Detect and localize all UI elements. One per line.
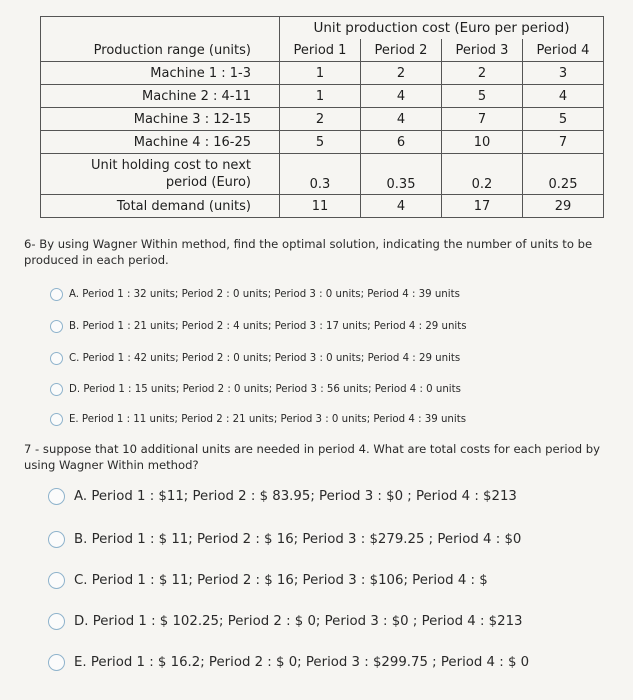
demand-cell: 29 xyxy=(523,195,604,218)
cost-cell: 1 xyxy=(280,85,361,108)
cost-cell: 5 xyxy=(523,108,604,131)
table-row xyxy=(41,108,604,131)
table-row xyxy=(41,154,604,195)
q6-option-b[interactable] xyxy=(50,320,467,333)
radio-button[interactable] xyxy=(48,531,65,548)
demand-cell: 11 xyxy=(280,195,361,218)
holding-cell: 0.25 xyxy=(523,154,604,195)
holding-label-line1: Unit holding cost to next xyxy=(91,158,251,173)
table-title: Unit production cost (Euro per period) xyxy=(280,17,604,40)
demand-label: Total demand (units) xyxy=(41,195,280,218)
radio-button[interactable] xyxy=(48,654,65,671)
radio-button[interactable] xyxy=(50,383,63,396)
q6-option-d[interactable] xyxy=(50,383,461,396)
radio-button[interactable] xyxy=(50,320,63,333)
range-header: Production range (units) xyxy=(41,39,280,62)
cost-cell: 7 xyxy=(442,108,523,131)
holding-cell: 0.2 xyxy=(442,154,523,195)
q6-option-a[interactable] xyxy=(50,288,460,301)
cost-cell: 5 xyxy=(280,131,361,154)
period-header: Period 2 xyxy=(361,39,442,62)
q7-option-d[interactable] xyxy=(48,613,522,630)
machine-label: Machine 3 : 12-15 xyxy=(41,108,280,131)
cost-cell: 2 xyxy=(442,62,523,85)
question-7-text: 7 - suppose that 10 additional units are needed in period 4. What are total costs for each period by using Wagner Within method? xyxy=(24,442,600,472)
cost-cell: 4 xyxy=(361,108,442,131)
cost-cell: 6 xyxy=(361,131,442,154)
cost-cell: 5 xyxy=(442,85,523,108)
table-row xyxy=(41,85,604,108)
option-label: E. Period 1 : $ 16.2; Period 2 : $ 0; Period 3 : $299.75 ; Period 4 : $ 0 xyxy=(74,655,530,670)
holding-cost-label xyxy=(41,154,280,195)
q7-option-a[interactable] xyxy=(48,488,517,505)
option-label: C. Period 1 : 42 units; Period 2 : 0 units; Period 3 : 0 units; Period 4 : 29 units xyxy=(69,353,461,364)
cost-cell: 1 xyxy=(280,62,361,85)
demand-cell: 17 xyxy=(442,195,523,218)
table-corner-cell xyxy=(41,17,280,40)
option-label: B. Period 1 : 21 units; Period 2 : 4 units; Period 3 : 17 units; Period 4 : 29 units xyxy=(69,321,467,332)
table-row xyxy=(41,131,604,154)
table-row xyxy=(41,195,604,218)
holding-cell: 0.35 xyxy=(361,154,442,195)
q7-option-e[interactable] xyxy=(48,654,529,671)
cost-cell: 2 xyxy=(280,108,361,131)
demand-cell: 4 xyxy=(361,195,442,218)
q6-option-e[interactable] xyxy=(50,413,466,426)
radio-button[interactable] xyxy=(50,413,63,426)
q7-option-c[interactable] xyxy=(48,572,488,589)
cost-cell: 7 xyxy=(523,131,604,154)
cost-cell: 2 xyxy=(361,62,442,85)
cost-table xyxy=(40,16,604,218)
cost-cell: 3 xyxy=(523,62,604,85)
q6-option-c[interactable] xyxy=(50,352,460,365)
option-label: A. Period 1 : 32 units; Period 2 : 0 units; Period 3 : 0 units; Period 4 : 39 units xyxy=(69,289,460,300)
period-header: Period 4 xyxy=(523,39,604,62)
machine-label: Machine 2 : 4-11 xyxy=(41,85,280,108)
question-6-text: 6- By using Wagner Within method, find the optimal solution, indicating the number of units to be produced in each period. xyxy=(24,237,593,267)
holding-label-line2: period (Euro) xyxy=(165,175,251,190)
option-label: D. Period 1 : 15 units; Period 2 : 0 units; Period 3 : 56 units; Period 4 : 0 units xyxy=(69,384,461,395)
cost-cell: 4 xyxy=(361,85,442,108)
option-label: E. Period 1 : 11 units; Period 2 : 21 units; Period 3 : 0 units; Period 4 : 39 units xyxy=(69,414,467,425)
option-label: D. Period 1 : $ 102.25; Period 2 : $ 0; Period 3 : $0 ; Period 4 : $213 xyxy=(74,614,523,629)
option-label: C. Period 1 : $ 11; Period 2 : $ 16; Period 3 : $106; Period 4 : $ xyxy=(74,573,488,588)
period-header: Period 1 xyxy=(280,39,361,62)
machine-label: Machine 4 : 16-25 xyxy=(41,131,280,154)
holding-cell: 0.3 xyxy=(280,154,361,195)
radio-button[interactable] xyxy=(48,572,65,589)
option-label: A. Period 1 : $11; Period 2 : $ 83.95; Period 3 : $0 ; Period 4 : $213 xyxy=(74,489,517,504)
table-row xyxy=(41,62,604,85)
radio-button[interactable] xyxy=(50,352,63,365)
radio-button[interactable] xyxy=(48,488,65,505)
cost-cell: 10 xyxy=(442,131,523,154)
q7-option-b[interactable] xyxy=(48,531,521,548)
period-header: Period 3 xyxy=(442,39,523,62)
cost-cell: 4 xyxy=(523,85,604,108)
radio-button[interactable] xyxy=(48,613,65,630)
option-label: B. Period 1 : $ 11; Period 2 : $ 16; Period 3 : $279.25 ; Period 4 : $0 xyxy=(74,532,522,547)
machine-label: Machine 1 : 1-3 xyxy=(41,62,280,85)
radio-button[interactable] xyxy=(50,288,63,301)
